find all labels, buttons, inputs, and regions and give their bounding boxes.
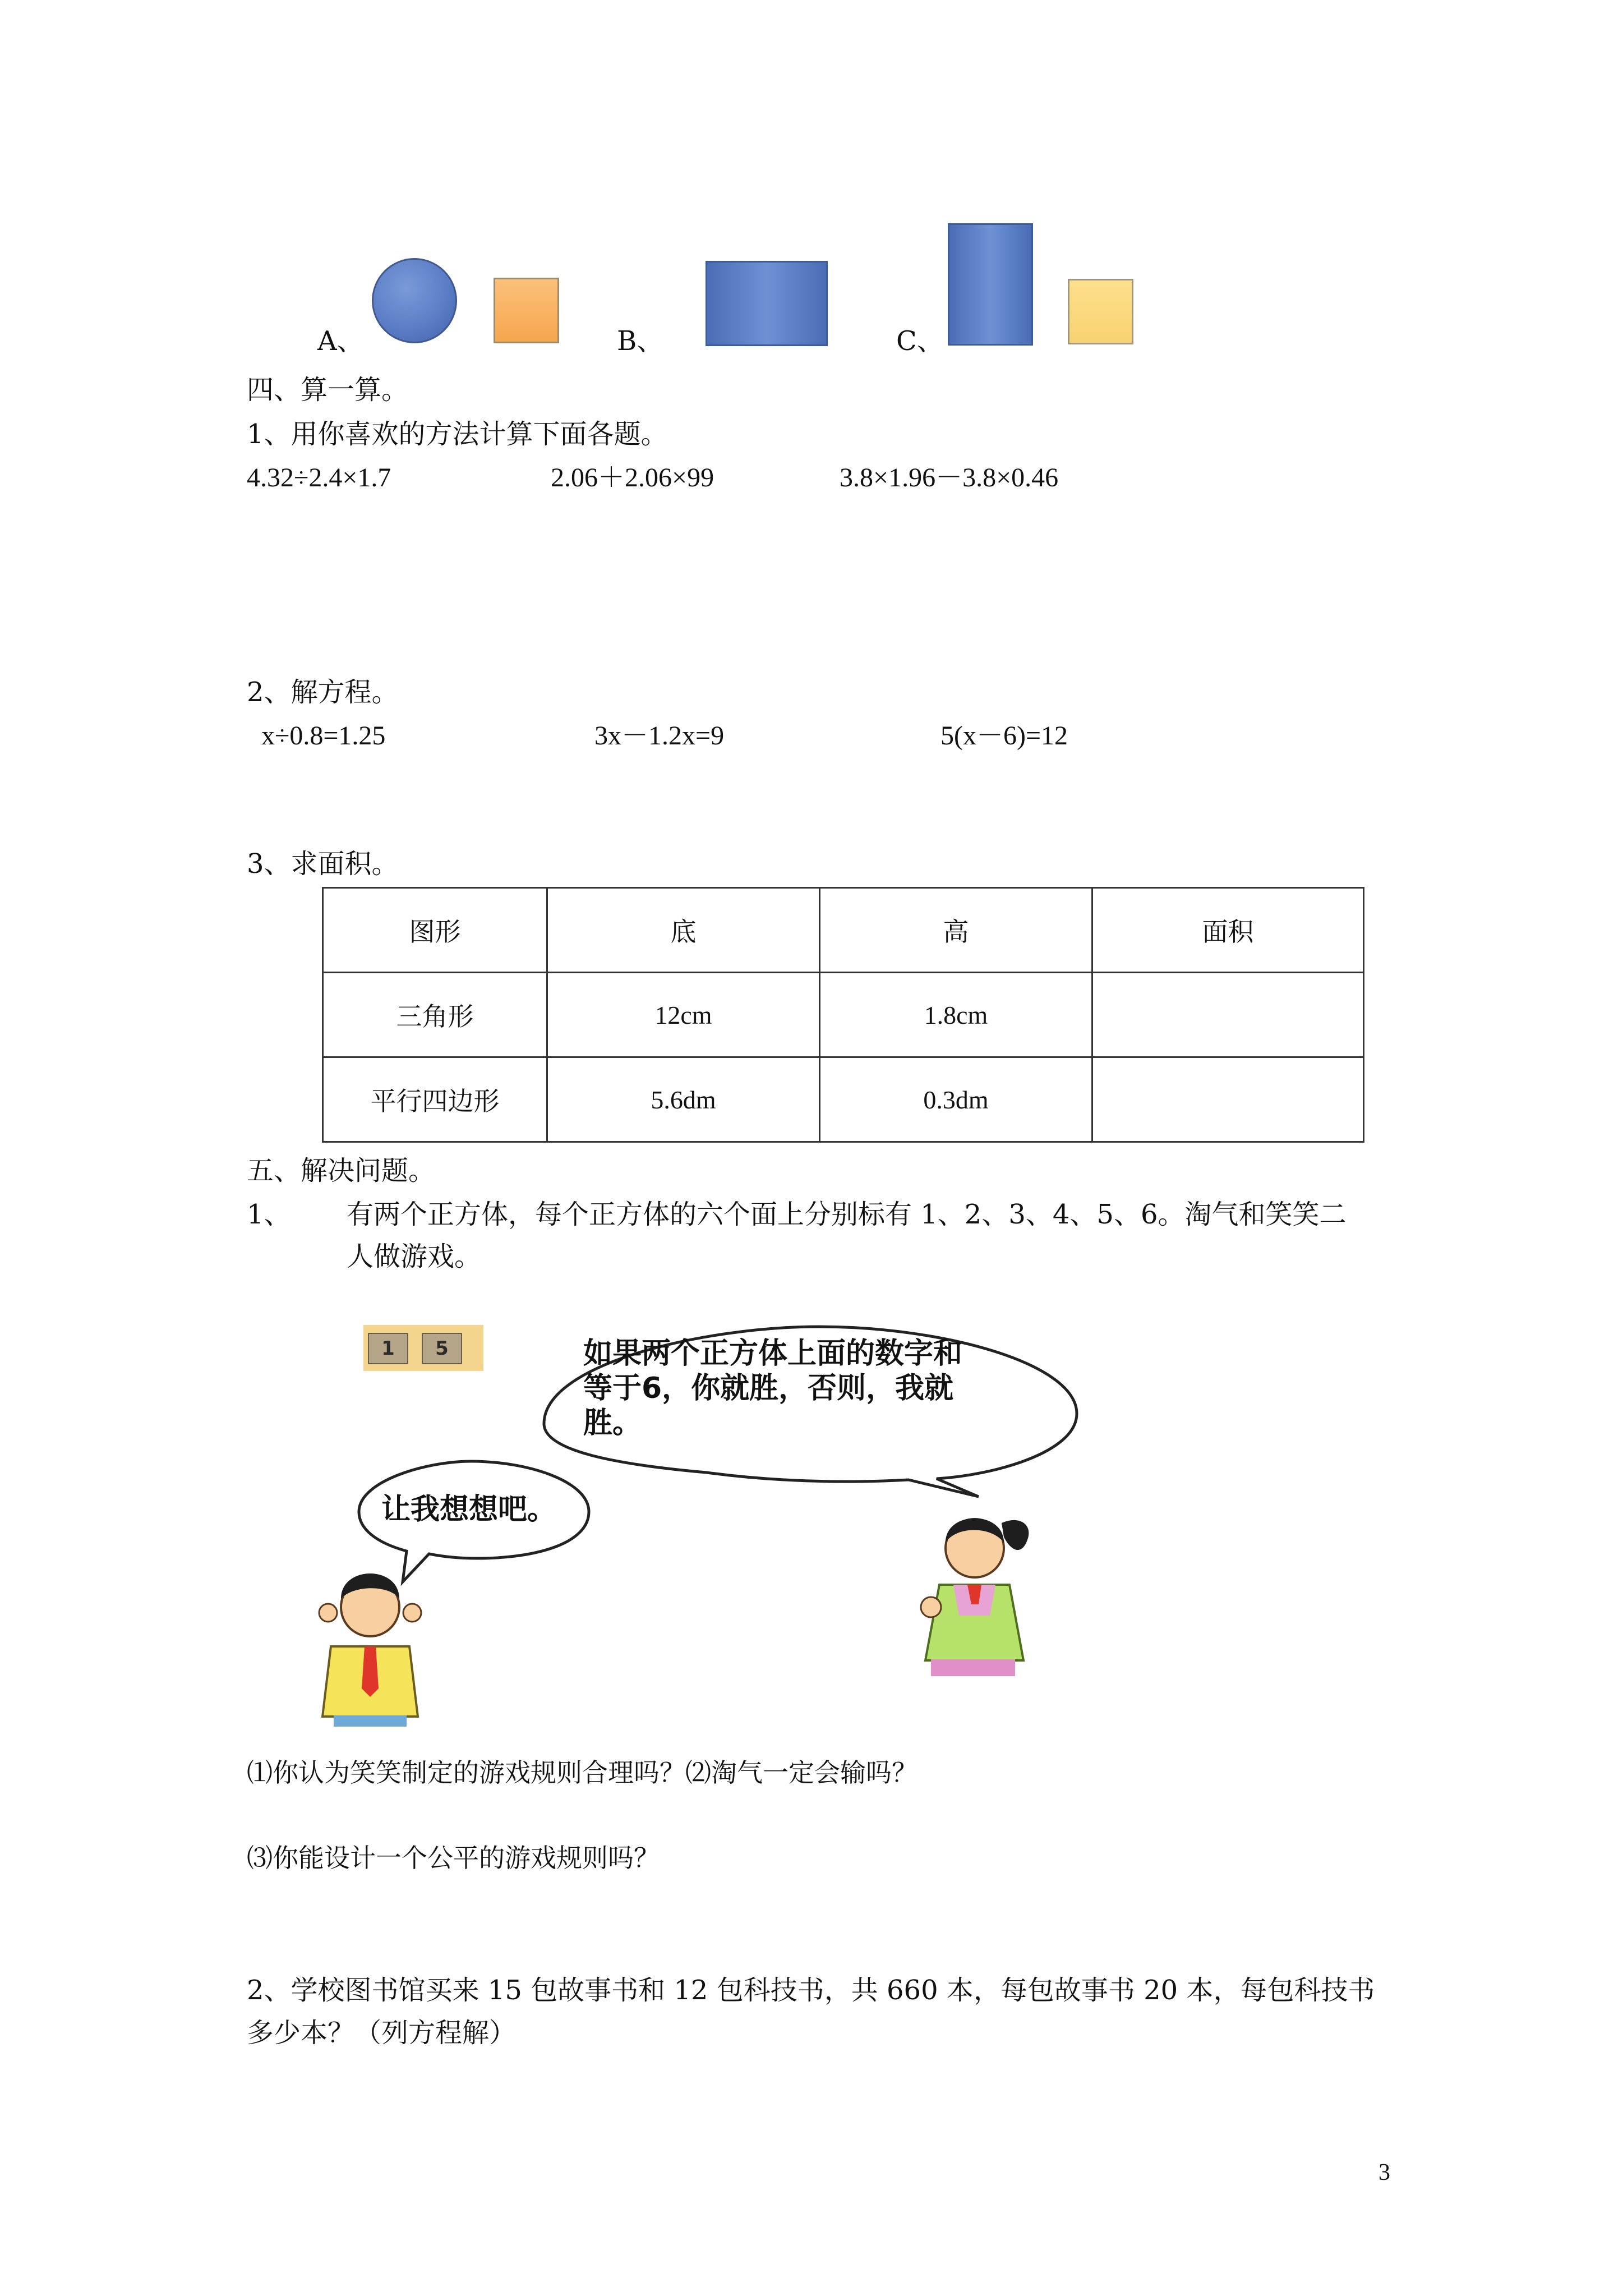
q2-prompt: 2、解方程。: [247, 677, 399, 708]
boy-speech-text: 让我想想吧。: [381, 1493, 557, 1526]
table-answer-cell[interactable]: [1092, 1057, 1364, 1142]
yellow-square-shape: [1068, 279, 1133, 344]
blue-tall-rectangle-shape: [948, 223, 1033, 346]
option-a-label: A、: [317, 325, 364, 357]
girl-figure: [921, 1519, 1029, 1677]
problem-1-sub-question-3: ⑶你能设计一个公平的游戏规则吗？: [247, 1843, 660, 1873]
problem-1-text-line-1: 有两个正方体，每个正方体的六个面上分别标有 1、2、3、4、5、6。淘气和笑笑二: [347, 1199, 1347, 1230]
q1-expression-1: 4.32÷2.4×1.7: [247, 463, 391, 493]
blue-circle-shape: [372, 258, 457, 343]
q1-expression-3: 3.8×1.96－3.8×0.46: [840, 463, 1059, 493]
section-5-title: 五、解决问题。: [247, 1155, 436, 1186]
table-header-cell: 图形: [323, 888, 547, 973]
option-b-label: B、: [617, 325, 664, 357]
table-header-cell: 面积: [1092, 888, 1364, 973]
table-answer-cell[interactable]: [1092, 973, 1364, 1057]
table-header-row: [323, 888, 1364, 973]
table-header-cell: 底: [547, 888, 820, 973]
table-row: [323, 1057, 1364, 1142]
girl-speech-text-line-3: 胜。: [583, 1406, 642, 1440]
area-table: [322, 887, 1364, 1143]
problem-1-number: 1、: [247, 1199, 291, 1230]
equation-2: 3x－1.2x=9: [594, 721, 725, 751]
table-header-cell: 高: [820, 888, 1092, 973]
page-number: 3: [1378, 2160, 1390, 2185]
equation-1: x÷0.8=1.25: [261, 721, 386, 751]
problem-2-text-line-2: 多少本？（列方程解）: [247, 2017, 517, 2049]
die-1: 1: [368, 1333, 408, 1364]
die-2: 5: [422, 1333, 462, 1364]
blue-rectangle-shape: [706, 261, 828, 346]
girl-speech-text-line-2: 等于6，你就胜，否则，我就: [583, 1372, 954, 1405]
problem-1-text-line-2: 人做游戏。: [347, 1241, 482, 1272]
section-4-title: 四、算一算。: [247, 374, 409, 406]
girl-speech-text-line-1: 如果两个正方体上面的数字和: [583, 1337, 963, 1370]
table-row: [323, 973, 1364, 1057]
q3-prompt: 3、求面积。: [247, 848, 399, 880]
problem-2-text-line-1: 2、学校图书馆买来 15 包故事书和 12 包科技书，共 660 本，每包故事书 20 本，每包科技书: [247, 1975, 1375, 2006]
option-c-label: C、: [896, 325, 944, 357]
orange-square-shape: [494, 278, 559, 343]
boy-figure: [319, 1573, 421, 1727]
table-cell: 三角形: [323, 973, 547, 1057]
problem-1-sub-question-1-2: ⑴你认为笑笑制定的游戏规则合理吗？⑵淘气一定会输吗？: [247, 1757, 917, 1788]
equation-3: 5(x－6)=12: [940, 721, 1068, 751]
table-cell: 1.8cm: [820, 973, 1092, 1057]
q1-expression-2: 2.06＋2.06×99: [551, 463, 714, 493]
table-cell: 0.3dm: [820, 1057, 1092, 1142]
table-cell: 5.6dm: [547, 1057, 820, 1142]
table-cell: 12cm: [547, 973, 820, 1057]
table-cell: 平行四边形: [323, 1057, 547, 1142]
q1-prompt: 1、用你喜欢的方法计算下面各题。: [247, 418, 668, 450]
